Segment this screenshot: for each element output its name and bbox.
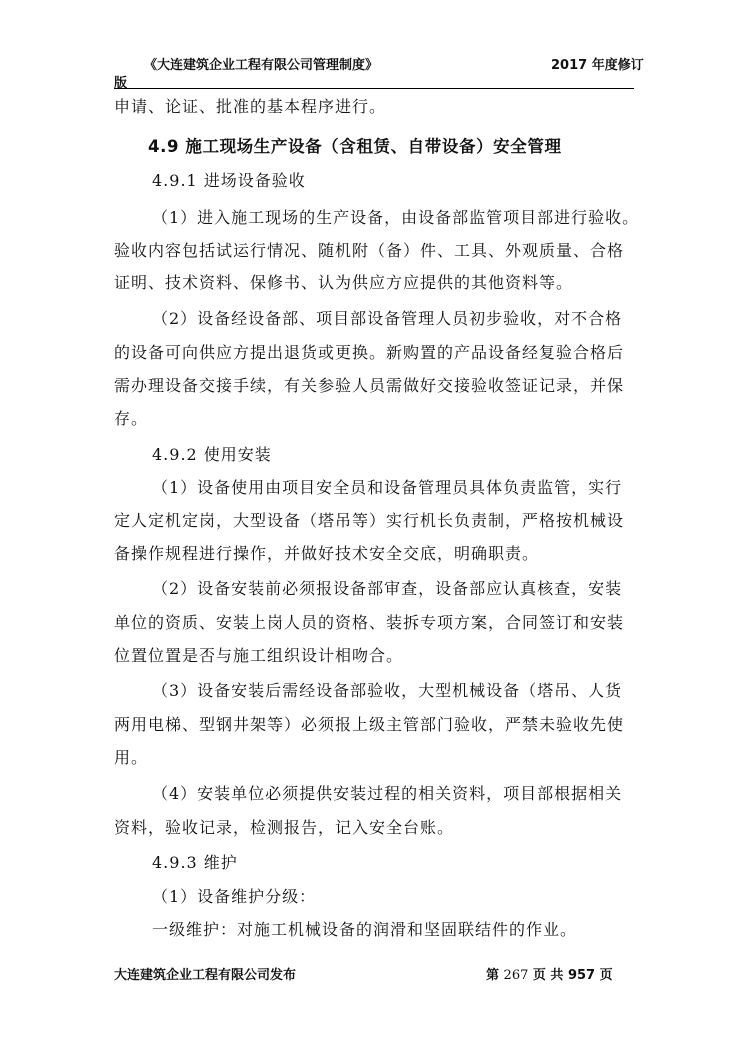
paragraph-line: （2）设备安装前必须报设备部审查，设备部应认真核查，安装 (152, 579, 623, 598)
paragraph-line: 用。 (114, 748, 149, 767)
header-revision-cont: 版 (114, 76, 128, 91)
paragraph-line: （1）设备维护分级： (152, 887, 317, 906)
paragraph-line: （1）设备使用由项目安全员和设备管理员具体负责监管，实行 (152, 478, 623, 497)
paragraph-line: （4）安装单位必须提供安装过程的相关资料，项目部根据相关 (152, 784, 623, 803)
paragraph-line: 需办理设备交接手续，有关参验人员需做好交接验收签证记录，并保 (114, 376, 625, 395)
paragraph-line: 验收内容包括试运行情况、随机附（备）件、工具、外观质量、合格 (114, 241, 625, 260)
footer-page-suffix: 页 (599, 968, 613, 983)
footer-page-prefix: 第 (486, 968, 500, 983)
footer-page-mid: 页 共 (532, 968, 564, 983)
paragraph-line: 一级维护：对施工机械设备的润滑和坚固联结件的作业。 (152, 920, 578, 939)
footer-publisher: 大连建筑企业工程有限公司发布 (114, 968, 297, 983)
paragraph-line: （1）进入施工现场的生产设备，由设备部监管项目部进行验收。 (152, 208, 640, 227)
body-line-top: 申请、论证、批准的基本程序进行。 (114, 97, 387, 116)
footer-page-info (486, 964, 613, 983)
subsection-title-4-9-2: 4.9.2 使用安装 (152, 445, 272, 464)
paragraph-line: 两用电梯、型钢井架等）必须报上级主管部门验收，严禁未验收先使 (114, 715, 625, 734)
paragraph-line: 备操作规程进行操作，并做好技术安全交底，明确职责。 (114, 544, 540, 563)
paragraph-line: 存。 (114, 409, 149, 428)
header-title: 《大连建筑企业工程有限公司管理制度》 (144, 58, 379, 73)
header-revision: 2017 年度修订 (551, 58, 644, 73)
paragraph-line: 定人定机定岗，大型设备（塔吊等）实行机长负责制，严格按机械设 (114, 511, 625, 530)
footer-page-total: 957 (567, 968, 596, 983)
subsection-title-4-9-3: 4.9.3 维护 (152, 853, 238, 872)
paragraph-line: （2）设备经设备部、项目部设备管理人员初步验收，对不合格 (152, 309, 623, 328)
paragraph-line: 位置位置是否与施工组织设计相吻合。 (114, 646, 404, 665)
paragraph-line: 资料，验收记录，检测报告，记入安全台账。 (114, 818, 455, 837)
paragraph-line: 单位的资质、安装上岗人员的资格、装拆专项方案，合同签订和安装 (114, 613, 625, 632)
subsection-title-4-9-1: 4.9.1 进场设备验收 (152, 171, 306, 190)
paragraph-line: 证明、技术资料、保修书、认为供应方应提供的其他资料等。 (114, 273, 574, 292)
header-divider (114, 88, 634, 89)
paragraph-line: 的设备可向供应方提出退货或更换。新购置的产品设备经复验合格后 (114, 343, 625, 362)
footer-page-number: 267 (503, 968, 529, 983)
section-heading-4-9: 4.9 施工现场生产设备（含租赁、自带设备）安全管理 (148, 137, 562, 156)
paragraph-line: （3）设备安装后需经设备部验收，大型机械设备（塔吊、人货 (152, 681, 623, 700)
